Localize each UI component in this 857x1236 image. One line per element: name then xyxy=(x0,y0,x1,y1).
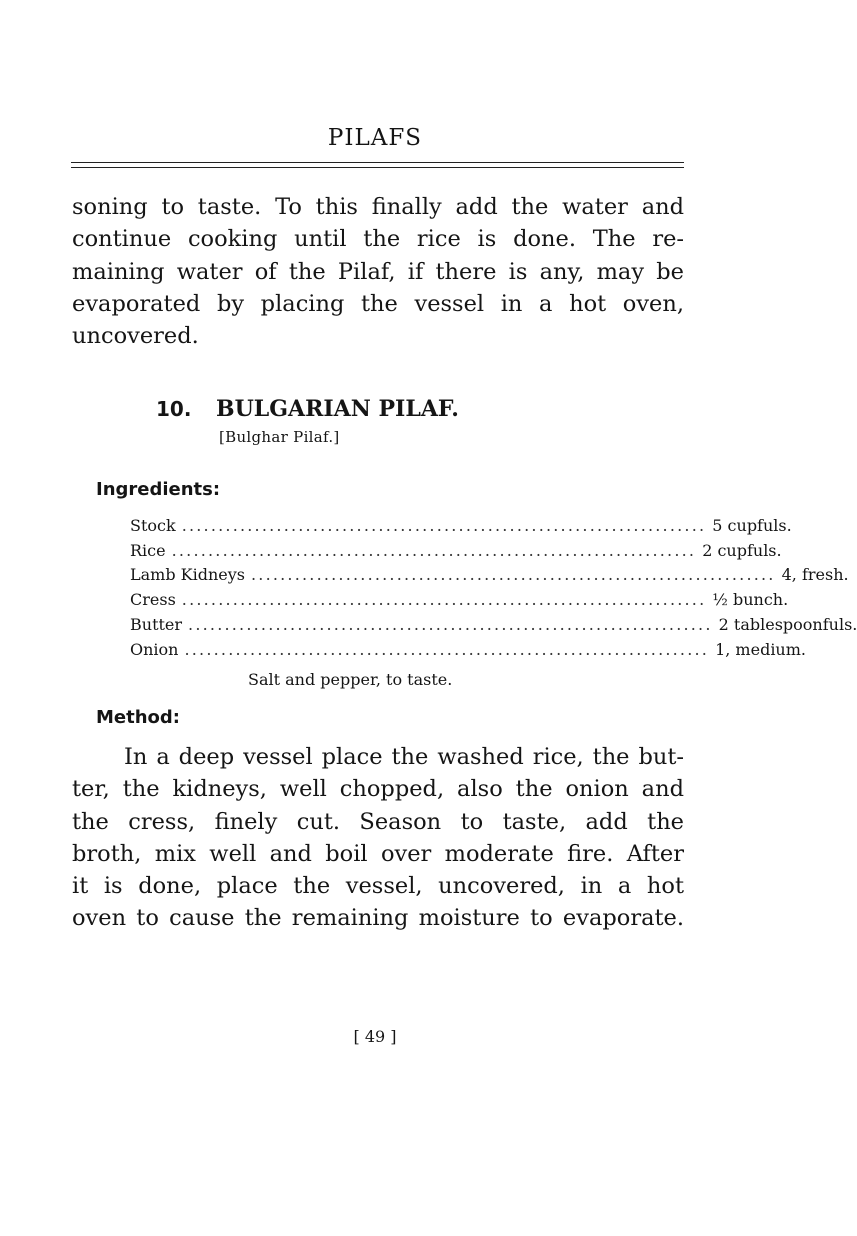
leader-dots: ........................................................................ xyxy=(181,516,707,535)
ingredient-amount: 4, fresh. xyxy=(781,565,849,585)
ingredient-name: Lamb Kidneys xyxy=(130,565,245,585)
ingredient-row xyxy=(130,563,849,588)
intro-line: continue cooking until the rice is done. The re- xyxy=(72,226,684,253)
recipe-number: 10. xyxy=(156,397,192,421)
running-head: PILAFS xyxy=(327,125,423,151)
ingredient-row xyxy=(130,539,782,564)
ingredient-name: Onion xyxy=(130,639,179,659)
ingredient-amount: 2 tablespoonfuls. xyxy=(718,614,857,634)
intro-line: soning to taste. To this finally add the water and xyxy=(72,194,684,220)
method-line: it is done, place the vessel, uncovered, in a hot xyxy=(72,873,684,900)
method-line: In a deep vessel place the washed rice, the but- xyxy=(124,744,684,770)
recipe-title xyxy=(156,396,459,422)
method-line: broth, mix well and boil over moderate fire. After xyxy=(72,840,684,867)
ingredient-amount: ½ bunch. xyxy=(712,590,789,610)
ingredient-name: Cress xyxy=(130,590,176,610)
recipe-subtitle: [Bulghar Pilaf.] xyxy=(219,428,340,446)
ingredients-list xyxy=(130,514,857,662)
ingredient-row xyxy=(130,613,857,638)
leader-dots: ........................................................................ xyxy=(184,639,710,659)
header-rule-thick xyxy=(71,167,684,168)
method-line: oven to cause the remaining moisture to evaporate. xyxy=(72,905,684,932)
intro-paragraph xyxy=(72,191,684,352)
seasoning-note: Salt and pepper, to taste. xyxy=(248,670,453,689)
ingredient-row xyxy=(130,638,806,663)
ingredient-amount: 2 cupfuls. xyxy=(702,540,782,560)
ingredient-amount: 1, medium. xyxy=(715,639,806,659)
ingredient-name: Stock xyxy=(130,516,176,535)
leader-dots: ........................................................................ xyxy=(181,590,707,610)
ingredient-name: Rice xyxy=(130,540,166,560)
intro-line: uncovered. xyxy=(72,323,199,350)
page-number: [ 49 ] xyxy=(353,1027,397,1046)
method-line: the cress, finely cut. Season to taste, add the xyxy=(72,808,684,835)
header-rule-thin xyxy=(71,162,684,163)
method-line: ter, the kidneys, well chopped, also the onion and xyxy=(72,776,684,803)
intro-line: maining water of the Pilaf, if there is any, may be xyxy=(72,258,684,285)
method-label: Method: xyxy=(96,707,180,728)
leader-dots: ........................................................................ xyxy=(251,565,776,585)
ingredient-amount: 5 cupfuls. xyxy=(712,516,792,535)
method-paragraph xyxy=(72,741,684,935)
ingredient-name: Butter xyxy=(130,614,183,634)
ingredient-row xyxy=(130,588,789,613)
ingredient-row xyxy=(130,514,792,539)
leader-dots: ........................................................................ xyxy=(188,614,713,634)
recipe-title-text: BULGARIAN PILAF. xyxy=(216,396,459,422)
leader-dots: ........................................................................ xyxy=(171,540,697,560)
ingredients-label: Ingredients: xyxy=(96,479,221,500)
intro-line: evaporated by placing the vessel in a hot oven, xyxy=(72,290,684,317)
